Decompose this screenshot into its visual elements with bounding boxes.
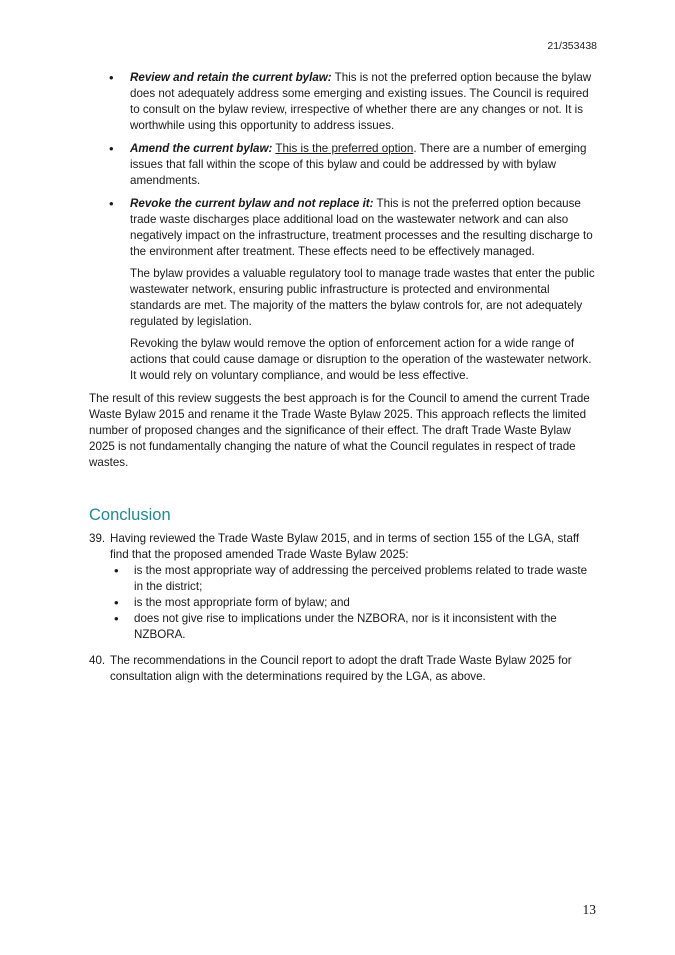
option-amend	[89, 141, 599, 189]
paragraph-text: The recommendations in the Council report to adopt the draft Trade Waste Bylaw 2025 for consultation align with the determinations required by the LGA, as above.	[110, 654, 572, 683]
paragraph-number: 40.	[89, 654, 106, 667]
document-reference: 21/353438	[547, 40, 597, 52]
option-sub-paragraph: Revoking the bylaw would remove the option of enforcement action for a wide range of actions that could cause damage or disruption to the operation of the wastewater network. It would rely on voluntary compliance, and would be less effective.	[130, 337, 592, 382]
numbered-paragraph-39	[89, 531, 599, 643]
option-text: This is not the preferred option because the bylaw does not adequately address some emerging and existing issues. The Council is required to consult on the bylaw review, irrespective of whether there are any changes or not. It is worthwhile using this opportunity to address issues.	[130, 71, 592, 132]
determination-item: • is the most appropriate form of bylaw; and	[110, 595, 599, 611]
option-review-retain	[89, 70, 599, 134]
result-paragraph: The result of this review suggests the best approach is for the Council to amend the current Trade Waste Bylaw 2015 and rename it the Trade Waste Bylaw 2025. This approach reflects the limited number of proposed changes and the significance of their effect. The draft Trade Waste Bylaw 2025 is not fundamentally changing the nature of what the Council regulates in respect of trade wastes.	[89, 392, 590, 469]
option-revoke	[89, 196, 599, 384]
option-sub-paragraph: The bylaw provides a valuable regulatory tool to manage trade wastes that enter the public wastewater network, ensuring public infrastructure is protected and environmental standards are met. The majority of the matters the bylaw controls for, are not adequately regulated by legislation.	[130, 267, 595, 328]
preferred-option-text: This is the preferred option	[275, 142, 414, 155]
determination-item: • does not give rise to implications under the NZBORA, nor is it inconsistent with the NZBORA.	[110, 611, 599, 643]
option-term: Revoke the current bylaw and not replace it:	[130, 197, 374, 210]
option-term: Review and retain the current bylaw:	[130, 71, 332, 84]
numbered-paragraph-40	[89, 653, 599, 685]
conclusion-heading: Conclusion	[89, 506, 171, 524]
determination-list	[110, 563, 599, 643]
paragraph-text: Having reviewed the Trade Waste Bylaw 2015, and in terms of section 155 of the LGA, staff find that the proposed amended Trade Waste Bylaw 2025:	[110, 532, 580, 561]
page-content	[89, 70, 599, 695]
option-text: This is not the preferred option because trade waste discharges place additional load on the wastewater network and can also negatively impact on the infrastructure, treatment processes and the resulting discharge to the environment after treatment. These effects need to be effectively managed.	[130, 197, 593, 258]
options-list	[89, 70, 599, 384]
page-number: 13	[582, 902, 596, 917]
paragraph-number: 39.	[89, 532, 106, 545]
option-term: Amend the current bylaw:	[130, 142, 273, 155]
option-text: . There are a number of emerging issues that fall within the scope of this bylaw and could be addressed by with bylaw amendments.	[130, 142, 587, 187]
determination-item: • is the most appropriate way of addressing the perceived problems related to trade waste in the district;	[110, 563, 599, 595]
